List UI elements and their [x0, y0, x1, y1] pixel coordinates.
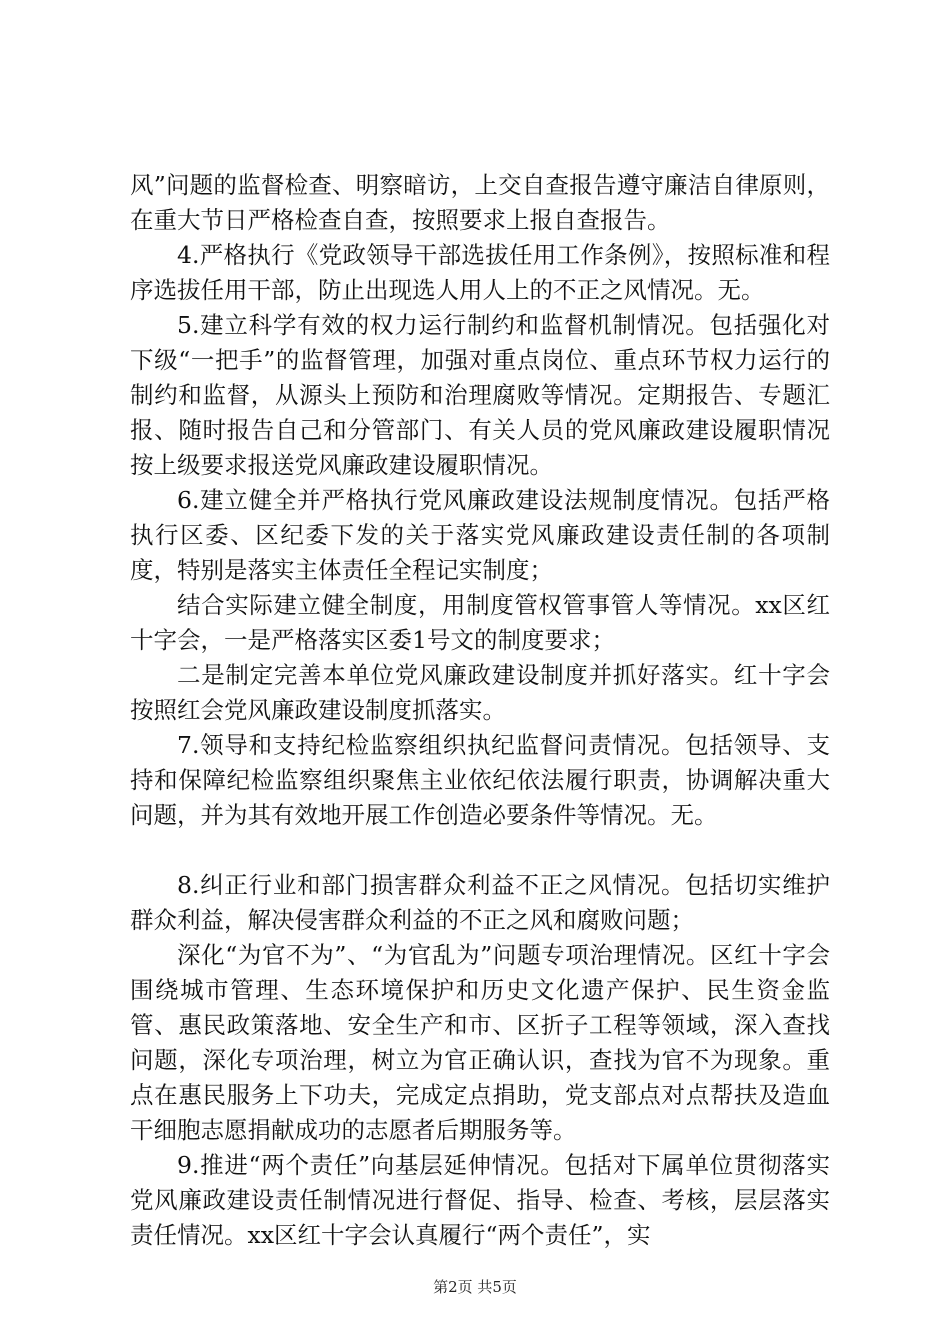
paragraph-item-6-detail-2: 二是制定完善本单位党风廉政建设制度并抓好落实。红十字会按照红会党风廉政建设制度抓落实。 — [130, 661, 830, 724]
paragraph-item-6: 6.建立健全并严格执行党风廉政建设法规制度情况。包括严格执行区委、区纪委下发的关于落实党风廉政建设责任制的各项制度，特别是落实主体责任全程记实制度； — [130, 486, 830, 584]
paragraph-item-4: 4.严格执行《党政领导干部选拔任用工作条例》，按照标准和程序选拔任用干部，防止出现选人用人上的不正之风情况。无。 — [130, 241, 830, 304]
paragraph-item-9: 9.推进“两个责任”向基层延伸情况。包括对下属单位贯彻落实党风廉政建设责任制情况进行督促、指导、检查、考核，层层落实责任情况。xx区红十字会认真履行“两个责任”，实 — [130, 1151, 830, 1249]
paragraph-item-7: 7.领导和支持纪检监察组织执纪监督问责情况。包括领导、支持和保障纪检监察组织聚焦主业依纪依法履行职责，协调解决重大问题，并为其有效地开展工作创造必要条件等情况。无。 — [130, 731, 830, 829]
paragraph-item-6-detail-1: 结合实际建立健全制度，用制度管权管事管人等情况。xx区红十字会，一是严格落实区委1号文的制度要求； — [130, 591, 830, 654]
document-body — [130, 168, 830, 1253]
paragraph-continuation: 风”问题的监督检查、明察暗访，上交自查报告遵守廉洁自律原则，在重大节日严格检查自查，按照要求上报自查报告。 — [130, 171, 830, 234]
blank-line — [130, 833, 830, 868]
paragraph-item-8: 8.纠正行业和部门损害群众利益不正之风情况。包括切实维护群众利益，解决侵害群众利益的不正之风和腐败问题； — [130, 871, 830, 934]
paragraph-item-8-detail: 深化“为官不为”、“为官乱为”问题专项治理情况。区红十字会围绕城市管理、生态环境保护和历史文化遗产保护、民生资金监管、惠民政策落地、安全生产和市、区折子工程等领域，深入查找问题，深化专项治理，树立为官正确认识，查找为官不为现象。重点在惠民服务上下功夫，完成定点捐助，党支部点对点帮扶及造血干细胞志愿捐献成功的志愿者后期服务等。 — [130, 941, 830, 1144]
page-footer: 第2页 共5页 — [433, 1278, 517, 1296]
paragraph-item-5: 5.建立科学有效的权力运行制约和监督机制情况。包括强化对下级“一把手”的监督管理，加强对重点岗位、重点环节权力运行的制约和监督，从源头上预防和治理腐败等情况。定期报告、专题汇报、随时报告自己和分管部门、有关人员的党风廉政建设履职情况按上级要求报送党风廉政建设履职情况。 — [130, 311, 830, 479]
